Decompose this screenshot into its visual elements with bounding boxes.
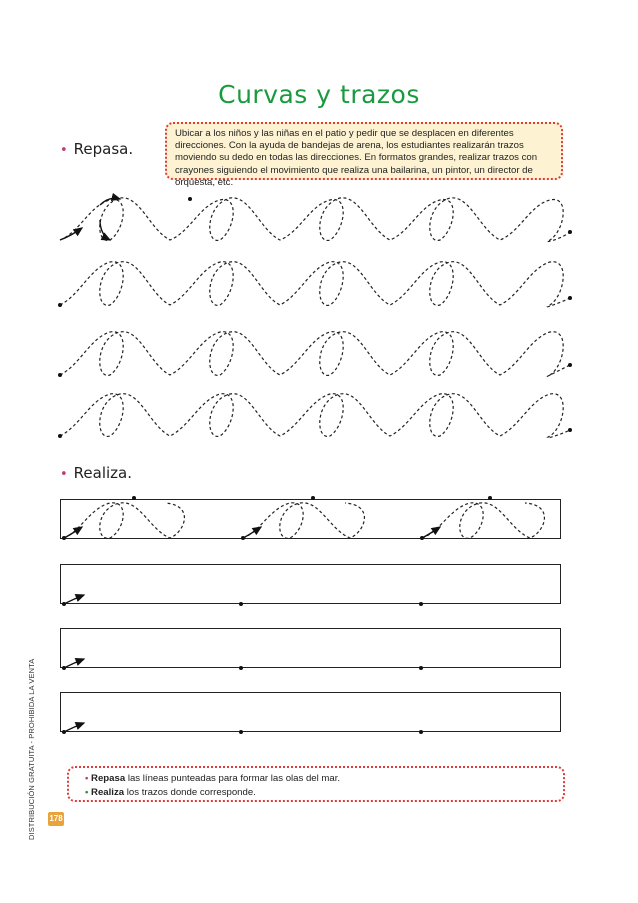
section-repasa-heading: • Repasa.	[60, 140, 134, 158]
wave-box-1a	[64, 503, 184, 539]
page-number: 178	[48, 812, 64, 826]
side-legal-text: DISTRIBUCIÓN GRATUITA - PROHIBIDA LA VENTA	[27, 658, 36, 840]
wave-box-1c	[422, 503, 544, 539]
footer-line-2: • Realiza los trazos donde corresponde.	[85, 786, 256, 798]
wave-row-4	[60, 394, 570, 438]
page-title: Curvas y trazos	[218, 80, 420, 109]
section-realiza-heading: • Realiza.	[60, 464, 133, 482]
wave-row-2	[60, 262, 570, 307]
bullet-icon: •	[60, 143, 68, 158]
footer-line-1: • Repasa las líneas punteadas para formar las olas del mar.	[85, 773, 341, 784]
wave-row-1	[60, 198, 570, 242]
instructions-footer	[67, 766, 565, 802]
bullet-icon: •	[60, 467, 68, 482]
wave-box-1b	[243, 503, 364, 539]
wave-row-3	[60, 332, 570, 377]
teacher-note: Ubicar a los niños y las niñas en el patio y pedir que se desplacen en diferentes direcciones. Con la ayuda de bandejas de arena, los estudiantes realizarán trazos moviendo su dedo en todas las direcciones. En formatos grandes, realizar trazos con crayones siguiendo el movimiento que realiza una bailarina, un pintor, un director de orquesta, etc.	[165, 122, 563, 180]
